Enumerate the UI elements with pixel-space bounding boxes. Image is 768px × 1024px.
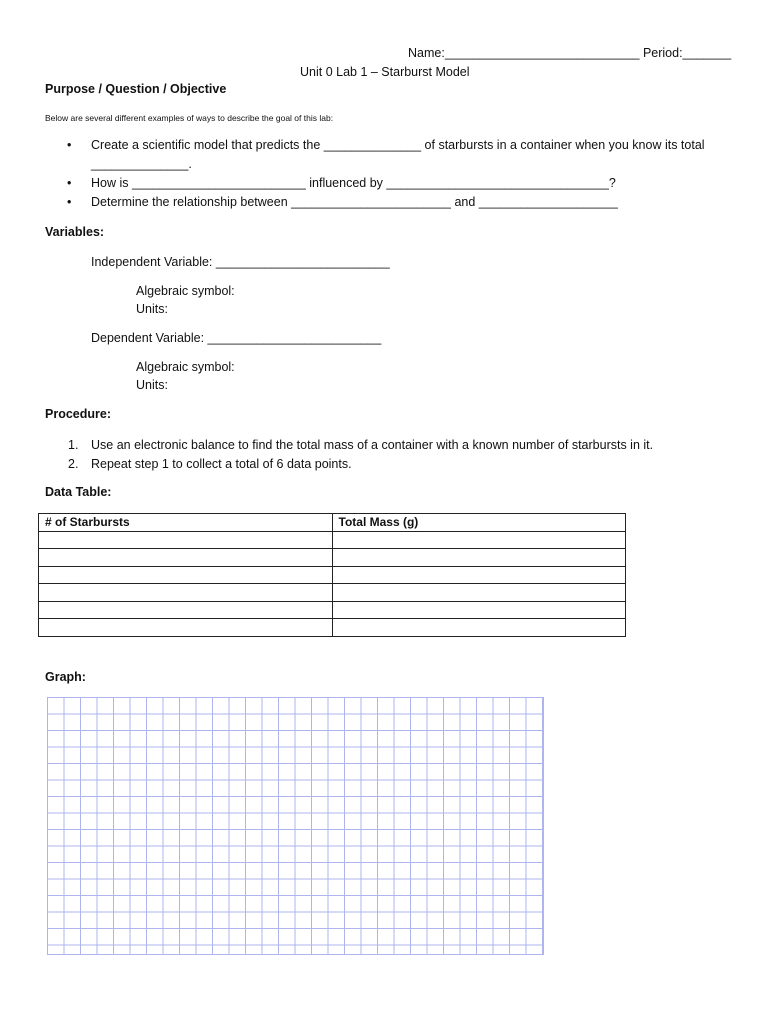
dependent-variable-line: Dependent Variable: _________________________: [91, 331, 382, 345]
table-row: [39, 549, 626, 567]
purpose-heading: Purpose / Question / Objective: [45, 82, 227, 96]
list-item: • How is _________________________ influenced by ________________________________?: [45, 174, 745, 193]
page-title: Unit 0 Lab 1 – Starburst Model: [300, 65, 470, 79]
name-period-line: Name:____________________________ Period:_______: [408, 46, 732, 60]
data-table: [38, 513, 626, 637]
table-cell[interactable]: [332, 619, 626, 637]
list-item: [45, 436, 653, 455]
step-number: 1.: [68, 438, 79, 452]
independent-units-label: Units:: [136, 302, 168, 316]
graph-grid[interactable]: [47, 697, 544, 955]
table-cell[interactable]: [39, 619, 333, 637]
table-row: [39, 566, 626, 584]
column-header: Total Mass (g): [332, 514, 626, 532]
table-cell[interactable]: [332, 531, 626, 549]
table-cell[interactable]: [332, 584, 626, 602]
column-header: # of Starbursts: [39, 514, 333, 532]
table-cell[interactable]: [332, 549, 626, 567]
table-cell[interactable]: [39, 584, 333, 602]
table-cell[interactable]: [39, 549, 333, 567]
variables-heading: Variables:: [45, 225, 105, 239]
table-cell[interactable]: [332, 566, 626, 584]
data-table-heading: Data Table:: [45, 485, 112, 499]
table-header-row: [39, 514, 626, 532]
graph-heading: Graph:: [45, 670, 86, 684]
list-item: [45, 455, 653, 474]
table-row: [39, 619, 626, 637]
table-cell[interactable]: [39, 601, 333, 619]
table-row: [39, 601, 626, 619]
independent-variable-line: Independent Variable: _________________________: [91, 255, 390, 269]
table-row: [39, 531, 626, 549]
list-item: • Determine the relationship between _______________________ and ____________________: [45, 193, 745, 212]
procedure-heading: Procedure:: [45, 407, 111, 421]
table-row: [39, 584, 626, 602]
dependent-symbol-label: Algebraic symbol:: [136, 360, 235, 374]
table-cell[interactable]: [332, 601, 626, 619]
purpose-intro: Below are several different examples of ways to describe the goal of this lab:: [45, 113, 334, 123]
step-text: Use an electronic balance to find the total mass of a container with a known number of starbursts in it.: [91, 438, 654, 452]
table-cell[interactable]: [39, 566, 333, 584]
independent-symbol-label: Algebraic symbol:: [136, 284, 235, 298]
purpose-bullet-list: [45, 136, 745, 212]
dependent-units-label: Units:: [136, 378, 168, 392]
step-text: Repeat step 1 to collect a total of 6 data points.: [91, 457, 352, 471]
table-cell[interactable]: [39, 531, 333, 549]
step-number: 2.: [68, 457, 79, 471]
procedure-steps: [45, 436, 653, 474]
list-item: • Create a scientific model that predicts the ______________ of starbursts in a container when you know its total ______________.: [45, 136, 745, 174]
